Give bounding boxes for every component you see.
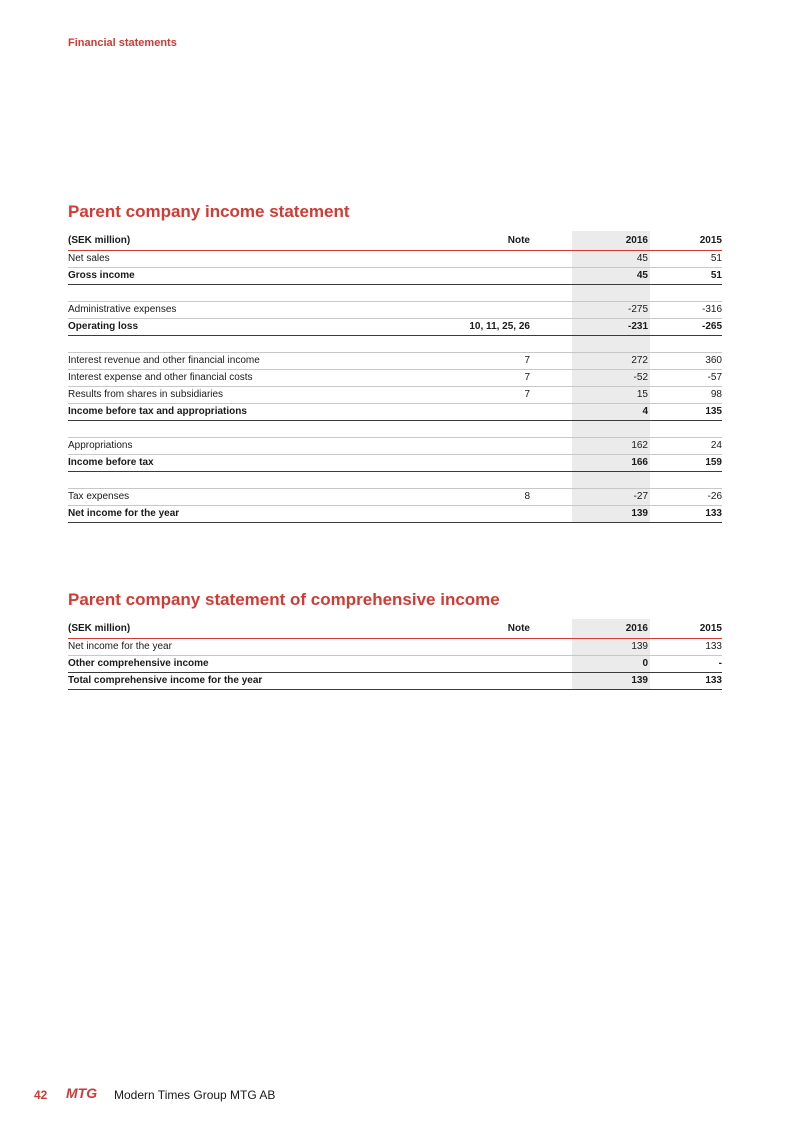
table-row xyxy=(68,353,722,370)
table-row xyxy=(68,370,722,387)
table-row xyxy=(68,251,722,268)
row-note: 10, 11, 25, 26 xyxy=(458,319,572,336)
spacer-row xyxy=(68,472,722,489)
value-2015: -265 xyxy=(650,319,722,336)
value-2016: 139 xyxy=(572,506,650,523)
table-header-row xyxy=(68,231,722,251)
row-label: Tax expenses xyxy=(68,489,458,506)
table-row xyxy=(68,302,722,319)
comprehensive-income-title: Parent company statement of comprehensive income xyxy=(68,590,500,609)
column-header-note: Note xyxy=(458,231,572,251)
value-2016: 45 xyxy=(572,251,650,268)
value-2015: -26 xyxy=(650,489,722,506)
value-2016: 272 xyxy=(572,353,650,370)
value-2016: 45 xyxy=(572,268,650,285)
value-2015: 51 xyxy=(650,268,722,285)
value-2016: 0 xyxy=(572,656,650,673)
row-label: Appropriations xyxy=(68,438,458,455)
table-row xyxy=(68,387,722,404)
row-note xyxy=(458,656,572,673)
value-2016: 139 xyxy=(572,639,650,656)
value-2016: -275 xyxy=(572,302,650,319)
value-2015: -316 xyxy=(650,302,722,319)
row-label: Net income for the year xyxy=(68,639,458,656)
row-label: Total comprehensive income for the year xyxy=(68,673,458,690)
value-2015: 51 xyxy=(650,251,722,268)
column-header-2016: 2016 xyxy=(572,231,650,251)
subtotal-row xyxy=(68,673,722,690)
row-note xyxy=(458,639,572,656)
value-2016: 162 xyxy=(572,438,650,455)
section-label: Financial statements xyxy=(68,37,177,49)
row-label: Administrative expenses xyxy=(68,302,458,319)
row-label: Income before tax and appropriations xyxy=(68,404,458,421)
row-label: Interest revenue and other financial income xyxy=(68,353,458,370)
comprehensive-income-table xyxy=(68,619,722,690)
row-note xyxy=(458,251,572,268)
subtotal-row xyxy=(68,404,722,421)
value-2016: 15 xyxy=(572,387,650,404)
value-2016: 166 xyxy=(572,455,650,472)
value-2016: 139 xyxy=(572,673,650,690)
row-label: Net sales xyxy=(68,251,458,268)
column-header-2015: 2015 xyxy=(650,619,722,639)
table-row xyxy=(68,639,722,656)
spacer-row xyxy=(68,285,722,302)
row-label: Net income for the year xyxy=(68,506,458,523)
row-note xyxy=(458,302,572,319)
value-2015: 24 xyxy=(650,438,722,455)
mtg-logo xyxy=(66,1086,100,1103)
page-number: 42 xyxy=(34,1087,48,1102)
value-2015: 159 xyxy=(650,455,722,472)
subtotal-row xyxy=(68,656,722,673)
row-note xyxy=(458,404,572,421)
value-2015: 133 xyxy=(650,673,722,690)
row-label: Results from shares in subsidiaries xyxy=(68,387,458,404)
row-label: Operating loss xyxy=(68,319,458,336)
subtotal-row xyxy=(68,319,722,336)
value-2015: -57 xyxy=(650,370,722,387)
value-2015: 360 xyxy=(650,353,722,370)
subtotal-row xyxy=(68,268,722,285)
value-2015: 135 xyxy=(650,404,722,421)
row-label: Gross income xyxy=(68,268,458,285)
company-name: Modern Times Group MTG AB xyxy=(114,1087,276,1102)
column-header-label: (SEK million) xyxy=(68,231,458,251)
value-2015: 133 xyxy=(650,506,722,523)
income-statement-title: Parent company income statement xyxy=(68,202,350,221)
table-row xyxy=(68,438,722,455)
row-note: 7 xyxy=(458,353,572,370)
value-2015: 133 xyxy=(650,639,722,656)
value-2015: - xyxy=(650,656,722,673)
value-2016: -52 xyxy=(572,370,650,387)
income-statement-table xyxy=(68,231,722,523)
svg-text:MTG: MTG xyxy=(66,1086,98,1100)
page-footer xyxy=(34,1086,275,1103)
row-note xyxy=(458,506,572,523)
table-row xyxy=(68,489,722,506)
row-note xyxy=(458,455,572,472)
row-note xyxy=(458,268,572,285)
spacer-row xyxy=(68,421,722,438)
row-note xyxy=(458,673,572,690)
column-header-note: Note xyxy=(458,619,572,639)
column-header-label: (SEK million) xyxy=(68,619,458,639)
subtotal-row xyxy=(68,506,722,523)
spacer-row xyxy=(68,336,722,353)
row-label: Income before tax xyxy=(68,455,458,472)
table-header-row xyxy=(68,619,722,639)
value-2016: -231 xyxy=(572,319,650,336)
value-2015: 98 xyxy=(650,387,722,404)
row-note xyxy=(458,438,572,455)
row-note: 8 xyxy=(458,489,572,506)
value-2016: -27 xyxy=(572,489,650,506)
subtotal-row xyxy=(68,455,722,472)
column-header-2015: 2015 xyxy=(650,231,722,251)
row-label: Interest expense and other financial costs xyxy=(68,370,458,387)
row-note: 7 xyxy=(458,370,572,387)
column-header-2016: 2016 xyxy=(572,619,650,639)
row-note: 7 xyxy=(458,387,572,404)
row-label: Other comprehensive income xyxy=(68,656,458,673)
value-2016: 4 xyxy=(572,404,650,421)
